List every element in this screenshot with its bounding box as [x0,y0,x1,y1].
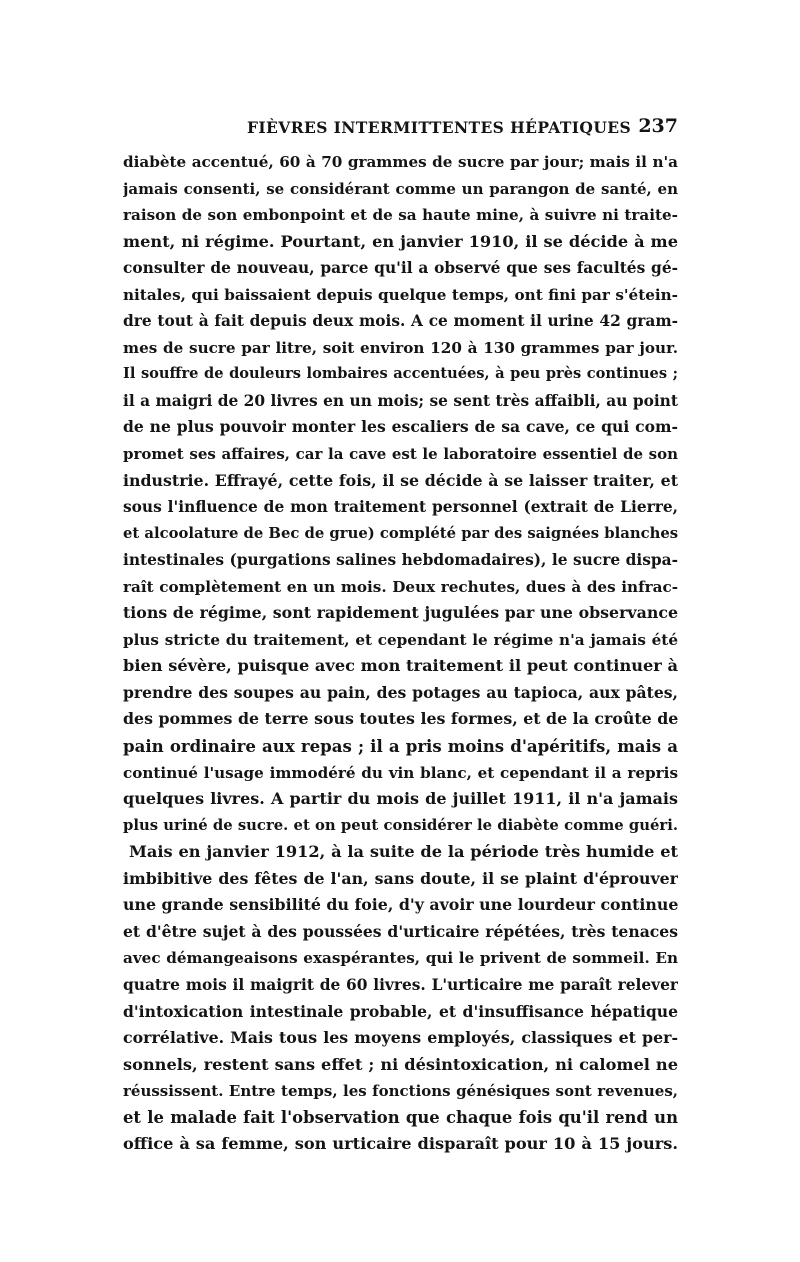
text-line: continué l'usage immodéré du vin blanc, et cependant il a repris [123,763,678,782]
text-line: corrélative. Mais tous les moyens employés, classiques et per- [123,1028,678,1048]
text-line: consulter de nouveau, parce qu'il a observé que ses facultés gé- [123,259,678,278]
text-line: diabète accentué, 60 à 70 grammes de sucre par jour; mais il n'a [123,153,678,171]
text-line: quatre mois il maigrit de 60 livres. L'urticaire me paraît relever [123,975,678,994]
text-line: pain ordinaire aux repas ; il a pris moins d'apéritifs, mais a [123,736,678,757]
text-line: imbibitive des fêtes de l'an, sans doute, il se plaint d'éprouver [123,868,678,888]
text-line: jamais consenti, se considérant comme un parangon de santé, en [123,179,678,198]
text-line: raison de son embonpoint et de sa haute mine, à suivre ni traite- [123,206,678,225]
page-number: 237 [638,115,678,137]
text-line: raît complètement en un mois. Deux rechutes, dues à des infrac- [123,577,678,596]
text-line: mes de sucre par litre, soit environ 120 à 130 grammes par jour. [123,338,678,357]
text-line: intestinales (purgations salines hebdomadaires), le sucre dispa- [123,551,678,570]
text-line: sous l'influence de mon traitement personnel (extrait de Lierre, [123,498,678,517]
text-line: Il souffre de douleurs lombaires accentuées, à peu près continues ; [123,365,678,383]
text-line: d'intoxication intestinale probable, et d'insuffisance hépatique [123,1001,678,1021]
text-line: il a maigri de 20 livres en un mois; se sent très affaibli, au point [123,391,678,410]
text-line: et d'être sujet à des poussées d'urticaire répétées, très tenaces [123,921,678,941]
running-title: FIÈVRES INTERMITTENTES HÉPATIQUES [247,118,632,137]
running-header [123,115,678,144]
text-line: plus uriné de sucre. et on peut considérer le diabète comme guéri. [123,816,678,834]
text-line: plus stricte du traitement, et cependant le régime n'a jamais été [123,630,678,649]
body-text [123,149,678,1158]
text-line: bien sévère, puisque avec mon traitement il peut continuer à [123,656,678,676]
text-line: office à sa femme, son urticaire disparaît pour 10 à 15 jours. [123,1134,678,1154]
text-line: sonnels, restent sans effet ; ni désintoxication, ni calomel ne [123,1054,678,1074]
text-line: nitales, qui baissaient depuis quelque temps, ont fini par s'étein- [123,285,678,304]
text-line: et le malade fait l'observation que chaque fois qu'il rend un [123,1107,678,1127]
text-line: prendre des soupes au pain, des potages au tapioca, aux pâtes, [123,682,678,702]
text-line: réussissent. Entre temps, les fonctions génésiques sont revenues, [123,1082,678,1101]
text-line: des pommes de terre sous toutes les formes, et de la croûte de [123,709,678,729]
text-line: quelques livres. A partir du mois de juillet 1911, il n'a jamais [123,789,678,809]
text-line: une grande sensibilité du foie, d'y avoir une lourdeur continue [123,895,678,915]
text-line: et alcoolature de Bec de grue) complété par des saignées blanches [123,524,678,542]
text-line: de ne plus pouvoir monter les escaliers de sa cave, ce qui com- [123,417,678,437]
text-line: Mais en janvier 1912, à la suite de la période très humide et [129,842,678,862]
text-line: ment, ni régime. Pourtant, en janvier 1910, il se décide à me [123,231,678,251]
text-line: dre tout à fait depuis deux mois. A ce moment il urine 42 gram- [123,312,678,331]
text-line: tions de régime, sont rapidement jugulées par une observance [123,603,678,623]
text-line: avec démangeaisons exaspérantes, qui le privent de sommeil. En [123,949,678,968]
text-line: promet ses affaires, car la cave est le laboratoire essentiel de son [123,445,678,464]
text-line: industrie. Effrayé, cette fois, il se décide à se laisser traiter, et [123,470,678,490]
